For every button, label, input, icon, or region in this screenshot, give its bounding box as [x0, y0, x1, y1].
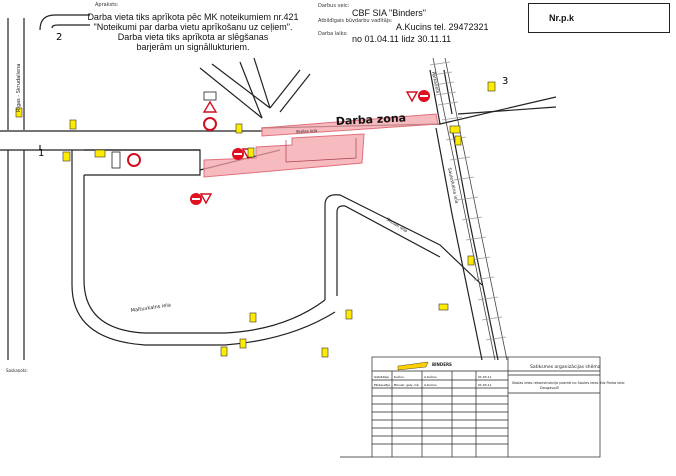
no-entry-sign	[190, 193, 202, 205]
description-line-2: "Noteikumi par darba vietu aprīkošanu uz ceļiem".	[93, 22, 293, 32]
row-2-col-3: A.Kucins	[424, 383, 437, 387]
title-block-title: Satiksmes organizācijas shēma	[530, 365, 601, 370]
title-block-note-1: Skolas ielas rekonstrukcija posmā no Saules ielas līdz Parka ielai	[512, 381, 625, 385]
period-label: Darba laiks:	[318, 31, 348, 37]
marker-3: 3	[502, 76, 509, 87]
road-outlines	[0, 15, 556, 360]
street-label-bottom: Maltuvkalns iela	[130, 302, 172, 314]
executor-value: CBF SIA "Binders"	[352, 8, 426, 18]
responsible-value: A.Kucins tel. 29472321	[396, 22, 489, 32]
street-label-river: Rīgas - Skrudaliena	[16, 63, 22, 112]
work-zone-label: Darba zona	[335, 111, 407, 128]
executor-label: Darbus veic:	[318, 3, 350, 9]
row-1-col-3: A.Kučins	[424, 375, 437, 379]
marker-2: 2	[56, 32, 63, 43]
information-sign	[112, 152, 120, 168]
description-line-1: Darba vieta tiks aprīkota pēc MK noteikumiem nr.421	[87, 12, 299, 22]
number-label: Nr.p.k	[549, 13, 575, 23]
row-1-col-4: 01.03.11	[478, 375, 492, 379]
row-1-col-2: Kučins	[394, 375, 404, 379]
no-entry-sign	[128, 154, 140, 166]
title-block	[340, 357, 600, 457]
row-2-col-4: 01.03.11	[478, 383, 492, 387]
street-label-right2: Skolas iela	[384, 217, 408, 235]
row-1-col-1: Izstrādāja	[374, 375, 389, 379]
footer-note: Saskaņots:	[6, 368, 28, 373]
title-block-logo	[398, 362, 428, 370]
period-value: no 01.04.11 lidz 30.11.11	[352, 34, 452, 44]
street-label-north: Parka iela	[430, 71, 440, 94]
description-line-3: Darba vieta tiks aprīkota ar slēgšanas	[117, 32, 269, 42]
row-2-col-2: Būvuzr. galv. inž.	[394, 383, 420, 387]
row-2-col-1: Pārbaudīja	[374, 383, 390, 387]
yield-sign	[201, 194, 211, 203]
no-entry-sign	[232, 148, 244, 160]
description-line-4: barjerām un signāllukturiem.	[136, 42, 250, 52]
railway	[430, 58, 507, 360]
title-company: BINDERS	[432, 362, 452, 367]
marker-1: 1	[38, 148, 45, 159]
no-entry-sign	[418, 90, 430, 102]
approved-label: Apraksts:	[95, 2, 119, 8]
title-block-note-2: Daugavpilī	[540, 386, 559, 390]
yield-sign	[407, 92, 417, 101]
street-label-right: Sauleskalna iela	[446, 167, 459, 205]
responsible-label: Atbildīgais būvdarbu vadītājs:	[318, 18, 393, 24]
warning-sign-stack	[204, 92, 216, 130]
street-label-top: Skolas iela	[295, 127, 318, 134]
